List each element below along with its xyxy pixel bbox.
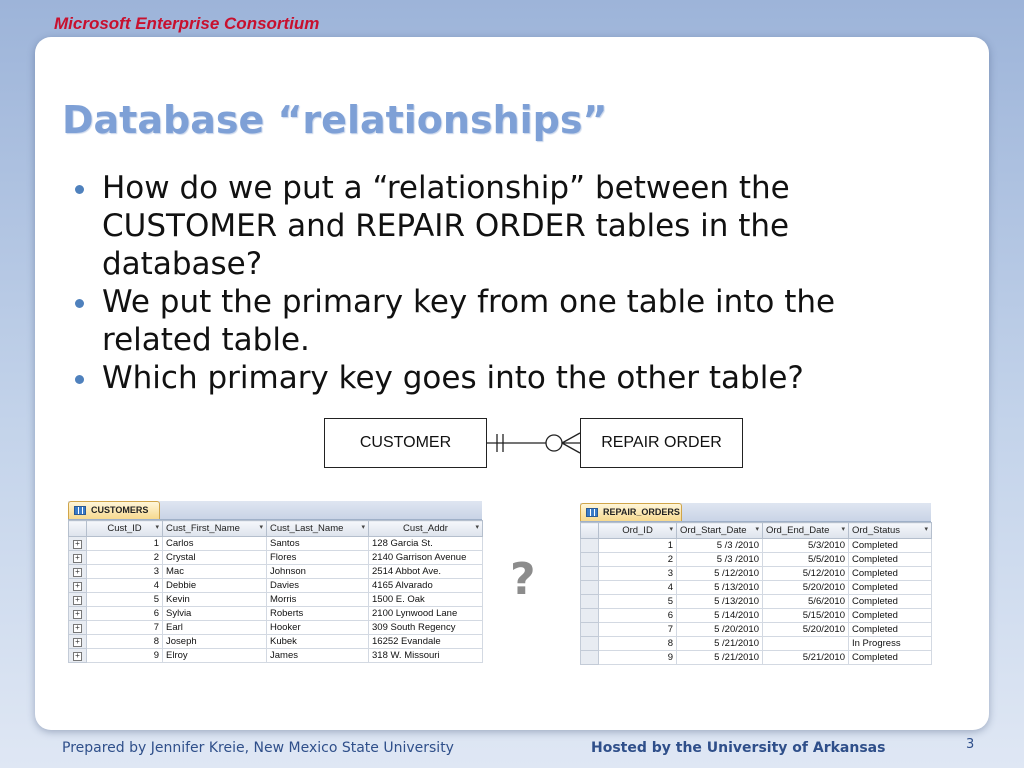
- tab-label: REPAIR_ORDERS: [603, 507, 680, 517]
- plus-icon[interactable]: +: [73, 568, 82, 577]
- bullet-text: How do we put a “relationship” between the CUSTOMER and REPAIR ORDER tables in the database?: [102, 170, 790, 282]
- chevron-down-icon: ▾: [755, 526, 759, 533]
- table-cell[interactable]: Completed: [849, 539, 932, 553]
- column-header: Ord_Status ▾: [849, 523, 932, 539]
- table-cell[interactable]: Crystal: [163, 551, 267, 565]
- expand-icon[interactable]: [69, 593, 87, 607]
- table-cell[interactable]: 6: [599, 609, 677, 623]
- table-cell[interactable]: Debbie: [163, 579, 267, 593]
- table-cell[interactable]: 3: [599, 567, 677, 581]
- table-cell[interactable]: 5 /3 /2010: [677, 553, 763, 567]
- table-icon: [74, 506, 86, 515]
- table-cell[interactable]: Completed: [849, 609, 932, 623]
- table-cell[interactable]: Carlos: [163, 537, 267, 551]
- expand-icon[interactable]: [69, 621, 87, 635]
- table-cell[interactable]: 5: [87, 593, 163, 607]
- customers-grid: [68, 520, 483, 663]
- table-cell[interactable]: Kubek: [267, 635, 369, 649]
- column-header: Ord_ID ▾: [599, 523, 677, 539]
- table-cell[interactable]: 1: [599, 539, 677, 553]
- question-mark: ?: [510, 554, 536, 605]
- table-cell[interactable]: 318 W. Missouri: [369, 649, 483, 663]
- table-cell[interactable]: 5/20/2010: [763, 623, 849, 637]
- table-cell[interactable]: 5/20/2010: [763, 581, 849, 595]
- expand-icon[interactable]: [69, 607, 87, 621]
- table-cell[interactable]: 5 /14/2010: [677, 609, 763, 623]
- chevron-down-icon: ▾: [361, 524, 365, 531]
- table-cell[interactable]: 9: [599, 651, 677, 665]
- column-header: Cust_ID ▾: [87, 521, 163, 537]
- table-cell[interactable]: 16252 Evandale: [369, 635, 483, 649]
- expand-icon[interactable]: [69, 551, 87, 565]
- tab-label: CUSTOMERS: [91, 505, 149, 515]
- row-selector[interactable]: [581, 595, 599, 609]
- table-row[interactable]: [69, 621, 483, 635]
- table-cell[interactable]: Elroy: [163, 649, 267, 663]
- row-selector[interactable]: [581, 539, 599, 553]
- table-cell[interactable]: 1: [87, 537, 163, 551]
- table-cell[interactable]: Hooker: [267, 621, 369, 635]
- table-cell[interactable]: 1500 E. Oak: [369, 593, 483, 607]
- page-number: 3: [966, 737, 975, 752]
- table-cell[interactable]: 5 /20/2010: [677, 623, 763, 637]
- expand-icon[interactable]: [69, 635, 87, 649]
- table-cell[interactable]: Completed: [849, 623, 932, 637]
- footer-host: Hosted by the University of Arkansas: [591, 740, 886, 756]
- expand-icon[interactable]: [69, 537, 87, 551]
- plus-icon[interactable]: +: [73, 610, 82, 619]
- table-cell[interactable]: 5 /21/2010: [677, 651, 763, 665]
- bullet-item: [72, 283, 952, 359]
- expand-icon[interactable]: [69, 579, 87, 593]
- column-header: Cust_Addr ▾: [369, 521, 483, 537]
- table-row[interactable]: [581, 595, 932, 609]
- bullet-item: [72, 169, 952, 283]
- plus-icon[interactable]: +: [73, 638, 82, 647]
- expand-icon[interactable]: [69, 649, 87, 663]
- repair-orders-grid: [580, 522, 932, 665]
- tab-strip: [580, 503, 931, 522]
- table-row[interactable]: [69, 551, 483, 565]
- table-cell[interactable]: 5/21/2010: [763, 651, 849, 665]
- bullet-icon: [75, 375, 84, 384]
- row-selector[interactable]: [581, 553, 599, 567]
- table-cell[interactable]: 2: [87, 551, 163, 565]
- plus-icon[interactable]: +: [73, 596, 82, 605]
- chevron-down-icon: ▾: [669, 526, 673, 533]
- bullet-icon: [75, 185, 84, 194]
- table-cell[interactable]: Morris: [267, 593, 369, 607]
- table-row[interactable]: [69, 607, 483, 621]
- plus-icon[interactable]: +: [73, 624, 82, 633]
- tab-customers: [68, 501, 160, 519]
- table-row[interactable]: [581, 553, 932, 567]
- table-cell[interactable]: Flores: [267, 551, 369, 565]
- table-cell[interactable]: James: [267, 649, 369, 663]
- table-icon: [586, 508, 598, 517]
- table-cell[interactable]: Completed: [849, 595, 932, 609]
- chevron-down-icon: ▾: [155, 524, 159, 531]
- table-cell[interactable]: 2: [599, 553, 677, 567]
- table-cell[interactable]: 5 /3 /2010: [677, 539, 763, 553]
- table-cell[interactable]: Santos: [267, 537, 369, 551]
- table-row[interactable]: [69, 593, 483, 607]
- table-row[interactable]: [69, 635, 483, 649]
- table-cell[interactable]: 2514 Abbot Ave.: [369, 565, 483, 579]
- column-header: Ord_Start_Date ▾: [677, 523, 763, 539]
- column-header: Ord_End_Date ▾: [763, 523, 849, 539]
- table-cell[interactable]: 5/6/2010: [763, 595, 849, 609]
- row-selector[interactable]: [581, 609, 599, 623]
- table-cell[interactable]: 8: [87, 635, 163, 649]
- table-row[interactable]: [581, 539, 932, 553]
- table-cell[interactable]: Completed: [849, 651, 932, 665]
- table-cell[interactable]: Johnson: [267, 565, 369, 579]
- plus-icon[interactable]: +: [73, 652, 82, 661]
- chevron-down-icon: ▾: [841, 526, 845, 533]
- table-row[interactable]: [69, 537, 483, 551]
- table-cell[interactable]: 5/5/2010: [763, 553, 849, 567]
- table-cell[interactable]: In Progress: [849, 637, 932, 651]
- table-cell[interactable]: 5/3/2010: [763, 539, 849, 553]
- table-cell[interactable]: 8: [599, 637, 677, 651]
- repair-order-entity: REPAIR ORDER: [580, 418, 743, 468]
- table-cell[interactable]: [763, 637, 849, 651]
- bullet-list: [72, 169, 952, 397]
- column-header: Cust_Last_Name ▾: [267, 521, 369, 537]
- customers-table-screenshot: [68, 501, 482, 661]
- table-cell[interactable]: 5 /13/2010: [677, 581, 763, 595]
- table-cell[interactable]: 2100 Lynwood Lane: [369, 607, 483, 621]
- table-row[interactable]: [581, 567, 932, 581]
- table-cell[interactable]: 5 /21/2010: [677, 637, 763, 651]
- table-row[interactable]: [69, 649, 483, 663]
- table-cell[interactable]: 309 South Regency: [369, 621, 483, 635]
- slide-title: Database “relationships”: [62, 98, 608, 142]
- table-cell[interactable]: 4165 Alvarado: [369, 579, 483, 593]
- tab-repair-orders: [580, 503, 682, 521]
- plus-icon[interactable]: +: [73, 540, 82, 549]
- row-selector[interactable]: [581, 581, 599, 595]
- table-cell[interactable]: Completed: [849, 567, 932, 581]
- table-row[interactable]: [581, 637, 932, 651]
- table-cell[interactable]: Completed: [849, 581, 932, 595]
- bullet-text: We put the primary key from one table into the related table.: [102, 284, 836, 358]
- table-cell[interactable]: 5 /12/2010: [677, 567, 763, 581]
- tab-strip: [68, 501, 482, 520]
- table-row[interactable]: [581, 651, 932, 665]
- chevron-down-icon: ▾: [259, 524, 263, 531]
- table-cell[interactable]: 5 /13/2010: [677, 595, 763, 609]
- table-cell[interactable]: 4: [87, 579, 163, 593]
- table-cell[interactable]: Roberts: [267, 607, 369, 621]
- table-row[interactable]: [581, 623, 932, 637]
- column-header: Cust_First_Name ▾: [163, 521, 267, 537]
- repair-orders-table-screenshot: [580, 503, 931, 663]
- table-cell[interactable]: Mac: [163, 565, 267, 579]
- table-cell[interactable]: Completed: [849, 553, 932, 567]
- bullet-text: Which primary key goes into the other table?: [102, 360, 804, 396]
- table-cell[interactable]: 7: [599, 623, 677, 637]
- customer-entity: CUSTOMER: [324, 418, 487, 468]
- table-cell[interactable]: Earl: [163, 621, 267, 635]
- row-selector[interactable]: [581, 637, 599, 651]
- table-cell[interactable]: 9: [87, 649, 163, 663]
- expand-icon[interactable]: [69, 565, 87, 579]
- org-label: Microsoft Enterprise Consortium: [54, 14, 320, 33]
- footer-credit: Prepared by Jennifer Kreie, New Mexico State University: [62, 740, 454, 756]
- table-row[interactable]: [69, 579, 483, 593]
- table-row[interactable]: [581, 581, 932, 595]
- chevron-down-icon: ▾: [924, 526, 928, 533]
- table-cell[interactable]: 6: [87, 607, 163, 621]
- row-selector[interactable]: [581, 623, 599, 637]
- plus-icon[interactable]: +: [73, 554, 82, 563]
- plus-icon[interactable]: +: [73, 582, 82, 591]
- table-row[interactable]: [69, 565, 483, 579]
- one-to-many-connector: [487, 418, 580, 468]
- table-cell[interactable]: Davies: [267, 579, 369, 593]
- table-cell[interactable]: 7: [87, 621, 163, 635]
- row-selector-header: [581, 523, 599, 539]
- row-selector-header: [69, 521, 87, 537]
- table-row[interactable]: [581, 609, 932, 623]
- table-cell[interactable]: 2140 Garrison Avenue: [369, 551, 483, 565]
- table-cell[interactable]: 3: [87, 565, 163, 579]
- bullet-item: [72, 359, 952, 397]
- table-cell[interactable]: Joseph: [163, 635, 267, 649]
- table-cell[interactable]: 5/12/2010: [763, 567, 849, 581]
- table-cell[interactable]: 4: [599, 581, 677, 595]
- table-cell[interactable]: 128 Garcia St.: [369, 537, 483, 551]
- bullet-icon: [75, 299, 84, 308]
- chevron-down-icon: ▾: [475, 524, 479, 531]
- table-cell[interactable]: Kevin: [163, 593, 267, 607]
- row-selector[interactable]: [581, 567, 599, 581]
- row-selector[interactable]: [581, 651, 599, 665]
- table-cell[interactable]: 5: [599, 595, 677, 609]
- table-cell[interactable]: 5/15/2010: [763, 609, 849, 623]
- table-cell[interactable]: Sylvia: [163, 607, 267, 621]
